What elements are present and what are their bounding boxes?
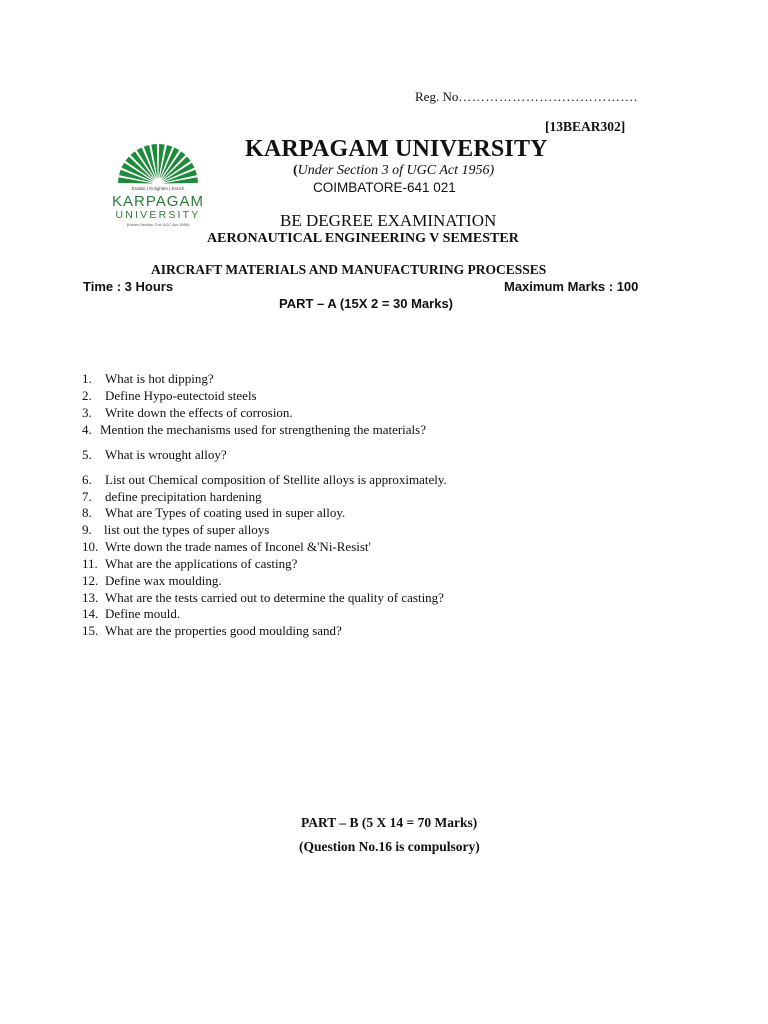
paper-code: [13BEAR302] — [545, 119, 626, 134]
logo-name: KARPAGAM — [112, 193, 204, 210]
question-number: 14. — [82, 606, 99, 621]
question-number: 5. — [82, 447, 92, 462]
logo-tagline: Enable | Enlighten | Enrich — [131, 186, 185, 191]
question-item — [82, 489, 262, 505]
question-item — [82, 405, 293, 421]
question-item — [82, 371, 214, 387]
question-text: Define wax moulding. — [105, 573, 222, 588]
question-text: Define Hypo-eutectoid steels — [105, 388, 257, 403]
question-item — [82, 606, 180, 622]
question-number: 2. — [82, 388, 92, 403]
exam-subject: AIRCRAFT MATERIALS AND MANUFACTURING PROCESSES — [151, 262, 547, 277]
question-number: 12. — [82, 573, 99, 588]
reg-no-line — [415, 89, 638, 105]
question-text: List out Chemical composition of Stellite alloys is approximately. — [105, 472, 447, 487]
reg-no-label: Reg. No — [415, 89, 459, 104]
section-text: Under Section 3 of UGC Act 1956) — [297, 163, 495, 178]
part-a-title: PART – A (15X 2 = 30 Marks) — [279, 296, 454, 311]
part-b-note: (Question No.16 is compulsory) — [299, 839, 480, 854]
question-number: 15. — [82, 623, 99, 638]
question-text: What are the tests carried out to determine the quality of casting? — [105, 590, 444, 605]
question-item — [82, 447, 227, 463]
question-number: 10. — [82, 539, 99, 554]
question-number: 9. — [82, 522, 92, 537]
question-number: 6. — [82, 472, 92, 487]
logo-subname: UNIVERSITY — [115, 209, 201, 221]
question-number: 11. — [82, 556, 98, 571]
part-b-title: PART – B (5 X 14 = 70 Marks) — [301, 815, 478, 830]
question-text: What are the properties good moulding sand? — [105, 623, 342, 638]
university-section — [293, 163, 494, 179]
question-text: Define mould. — [105, 606, 181, 621]
university-logo — [100, 140, 216, 232]
question-text: What are Types of coating used in super alloy. — [105, 505, 346, 520]
question-item — [82, 505, 345, 521]
question-number: 1. — [82, 371, 92, 386]
logo-under: (Under Section 3 of UGC Act 1956) — [126, 222, 190, 227]
question-number: 7. — [82, 489, 92, 504]
question-text: What is hot dipping? — [105, 371, 214, 386]
university-name: KARPAGAM UNIVERSITY — [245, 136, 548, 162]
question-text: Mention the mechanisms used for strengthening the materials? — [100, 422, 426, 437]
reg-no-dots: …………………………………. — [458, 89, 638, 104]
question-number: 8. — [82, 505, 92, 520]
question-item — [82, 522, 269, 538]
exam-time: Time : 3 Hours — [83, 279, 174, 294]
university-city: COIMBATORE-641 021 — [313, 180, 456, 195]
question-item — [82, 539, 371, 555]
question-number: 13. — [82, 590, 99, 605]
question-item — [82, 472, 447, 488]
question-text: What is wrought alloy? — [105, 447, 227, 462]
section-paren: ( — [293, 163, 298, 178]
question-item — [82, 590, 444, 606]
exam-dept: AERONAUTICAL ENGINEERING V SEMESTER — [207, 231, 519, 246]
question-item — [82, 556, 297, 572]
question-text: What are the applications of casting? — [105, 556, 298, 571]
exam-max-marks: Maximum Marks : 100 — [504, 279, 639, 294]
question-text: list out the types of super alloys — [104, 522, 270, 537]
question-text: Write down the effects of corrosion. — [105, 405, 293, 420]
question-text: define precipitation hardening — [105, 489, 262, 504]
question-item — [82, 388, 257, 404]
question-number: 4. — [82, 422, 92, 437]
sunburst-logo-icon — [100, 140, 216, 232]
question-item — [82, 573, 222, 589]
question-text: Wrte down the trade names of Inconel &'Ni-Resist' — [105, 539, 371, 554]
question-item — [82, 623, 342, 639]
question-item — [82, 422, 426, 438]
question-number: 3. — [82, 405, 92, 420]
exam-title: BE DEGREE EXAMINATION — [280, 211, 497, 230]
